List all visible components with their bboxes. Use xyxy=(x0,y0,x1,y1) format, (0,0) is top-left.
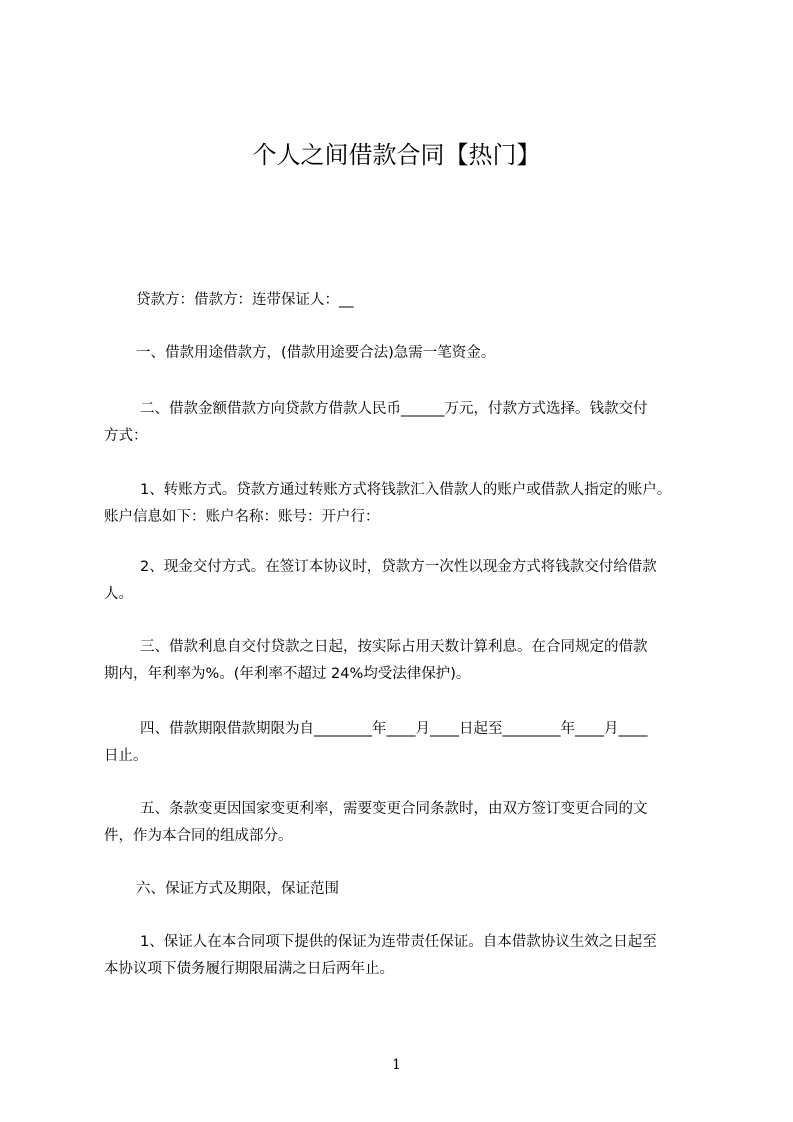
paragraph-line: 本协议项下债务履行期限届满之日后两年止。 xyxy=(104,961,394,977)
section-loan-amount xyxy=(104,396,724,450)
section-guarantee xyxy=(104,876,724,903)
paragraph-line: 1、保证人在本合同项下提供的保证为连带责任保证。自本借款协议生效之日起至 xyxy=(140,934,657,950)
clause-transfer-method xyxy=(104,477,724,531)
page-number: 1 xyxy=(392,1057,401,1073)
parties-line xyxy=(104,287,724,314)
clause-guarantor-liability xyxy=(104,929,724,983)
document-title: 个人之间借款合同【热门】 xyxy=(252,141,541,169)
paragraph-line: 2、现金交付方式。在签订本协议时，贷款方一次性以现金方式将钱款交付给借款 xyxy=(140,559,657,575)
paragraph-line: 贷款方：借款方：连带保证人：__ xyxy=(136,292,354,308)
paragraph-line: 方式： xyxy=(104,428,148,444)
paragraph-line: 1、转账方式。贷款方通过转账方式将钱款汇入借款人的账户或借款人指定的账户。 xyxy=(140,482,672,498)
paragraph-line: 账户信息如下：账户名称：账号：开户行： xyxy=(104,509,380,525)
section-loan-purpose xyxy=(104,340,724,367)
paragraph-line: 四、借款期限借款期限为自________年____月____日起至________年____月____ xyxy=(140,721,648,737)
paragraph-line: 二、借款金额借款方向贷款方借款人民币______万元，付款方式选择。钱款交付 xyxy=(140,401,648,417)
paragraph-line: 三、借款利息自交付贷款之日起，按实际占用天数计算利息。在合同规定的借款 xyxy=(140,639,648,655)
clause-cash-method xyxy=(104,554,724,608)
paragraph-line: 人。 xyxy=(104,586,133,602)
paragraph-line: 一、借款用途借款方，(借款用途要合法)急需一笔资金。 xyxy=(136,345,496,361)
paragraph-line: 件，作为本合同的组成部分。 xyxy=(104,828,293,844)
paragraph-line: 五、条款变更因国家变更利率，需要变更合同条款时，由双方签订变更合同的文 xyxy=(140,801,648,817)
paragraph-line: 日止。 xyxy=(104,748,148,764)
paragraph-line: 六、保证方式及期限，保证范围 xyxy=(136,881,339,897)
paragraph-line: 期内，年利率为%。(年利率不超过 24%均受法律保护)。 xyxy=(104,666,471,682)
section-loan-term xyxy=(104,716,724,770)
section-loan-interest xyxy=(104,634,724,688)
section-clause-change xyxy=(104,796,724,850)
